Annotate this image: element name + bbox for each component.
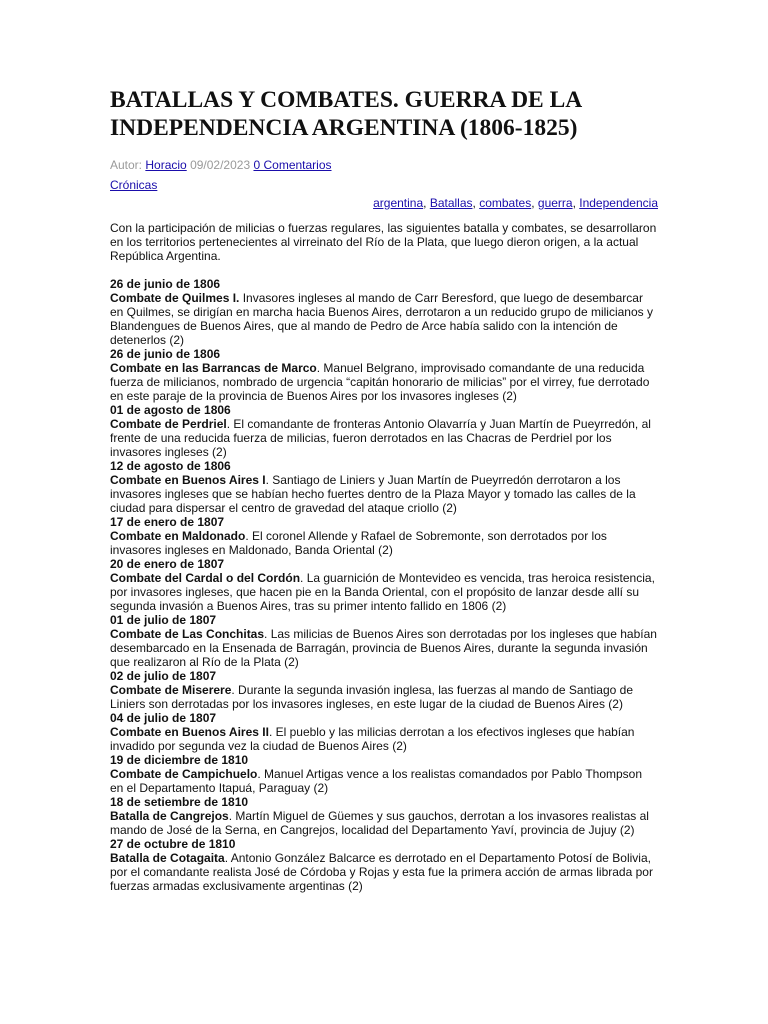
entry-date: 01 de agosto de 1806	[110, 403, 231, 417]
battle-entry	[110, 711, 658, 753]
entry-title: Batalla de Cotagaita	[110, 851, 225, 865]
battle-list	[110, 277, 658, 893]
battle-entry	[110, 669, 658, 711]
article-meta	[110, 158, 658, 173]
entry-text: . El coronel Allende y Rafael de Sobremonte, son derrotados por los invasores ingleses en Maldonado, Banda Oriental (2)	[110, 529, 607, 557]
battle-entry	[110, 837, 658, 893]
entry-body	[110, 851, 658, 893]
battle-entry	[110, 277, 658, 347]
entry-title: Combate de Las Conchitas	[110, 627, 265, 641]
entry-text: . El comandante de fronteras Antonio Olavarría y Juan Martín de Pueyrredón, al frente de una reducida fuerza de milicias, fueron derrotados en las Chacras de Perdriel por los invasores ingleses (2)	[110, 417, 651, 459]
entry-body	[110, 291, 658, 347]
tag-link[interactable]: Independencia	[579, 196, 658, 210]
entry-title: Combate en Buenos Aires I	[110, 473, 266, 487]
entry-title: Combate en Buenos Aires II	[110, 725, 269, 739]
battle-entry	[110, 753, 658, 795]
entry-body	[110, 725, 658, 753]
entry-date: 19 de diciembre de 1810	[110, 753, 249, 767]
category	[110, 178, 658, 193]
entry-text: . El pueblo y las milicias derrotan a los efectivos ingleses que habían invadido por segunda vez la ciudad de Buenos Aires (2)	[110, 725, 635, 753]
entry-title: Combate en Maldonado	[110, 529, 246, 543]
entry-body	[110, 683, 658, 711]
author-label: Autor:	[110, 158, 143, 172]
entry-title: Combate de Miserere	[110, 683, 232, 697]
tag-list	[110, 196, 658, 211]
tag-link[interactable]: Batallas	[429, 196, 473, 210]
entry-body	[110, 473, 658, 515]
entry-text: . Durante la segunda invasión inglesa, las fuerzas al mando de Santiago de Liniers son derrotadas por los invasores ingleses, en este lugar de la ciudad de Buenos Aires (2)	[110, 683, 633, 711]
entry-title: Combate del Cardal o del Cordón	[110, 571, 301, 585]
battle-entry	[110, 515, 658, 557]
entry-date: 04 de julio de 1807	[110, 711, 217, 725]
battle-entry	[110, 459, 658, 515]
entry-date: 18 de setiembre de 1810	[110, 795, 249, 809]
tag-link[interactable]: guerra	[537, 196, 573, 210]
entry-date: 12 de agosto de 1806	[110, 459, 231, 473]
entry-body	[110, 417, 658, 459]
battle-entry	[110, 795, 658, 837]
tag-separator: ,	[572, 196, 580, 210]
tag-separator: ,	[472, 196, 480, 210]
intro-paragraph: Con la participación de milicias o fuerzas regulares, las siguientes batalla y combates, se desarrollaron en los territorios pertenecientes al virreinato del Río de la Plata, que luego dieron origen, a la actual República Argentina.	[110, 221, 657, 263]
entry-text: . Santiago de Liniers y Juan Martín de Pueyrredón derrotaron a los invasores ingleses que se habían hecho fuertes dentro de la Plaza Mayor y tomado las calles de la ciudad para dispersar el centro de gravedad del ataque criollo (2)	[110, 473, 636, 515]
entry-body	[110, 361, 658, 403]
tag-separator: ,	[423, 196, 430, 210]
category-link[interactable]: Crónicas	[110, 178, 158, 192]
tag-link[interactable]: combates	[479, 196, 532, 210]
entry-date: 26 de junio de 1806	[110, 277, 221, 291]
battle-entry	[110, 557, 658, 613]
entry-text: . Las milicias de Buenos Aires son derrotadas por los ingleses que habían desembarcado en la Ensenada de Barragán, provincia de Buenos Aires, durante la segunda invasión que realizaron al Río de la Plata (2)	[110, 627, 657, 669]
post-date: 09/02/2023	[190, 158, 251, 172]
entry-title: Combate de Campichuelo	[110, 767, 258, 781]
entry-text: . Manuel Belgrano, improvisado comandante de una reducida fuerza de milicianos, nombrado de urgencia “capitán honorario de milicias” por el virrey, fue derrotado en este paraje de la provincia de Buenos Aires por los invasores ingleses (2)	[110, 361, 650, 403]
entry-body	[110, 809, 658, 837]
entry-date: 17 de enero de 1807	[110, 515, 225, 529]
entry-date: 26 de junio de 1806	[110, 347, 221, 361]
battle-entry	[110, 403, 658, 459]
entry-text: . La guarnición de Montevideo es vencida, tras heroica resistencia, por invasores ingleses, que hacen pie en la Banda Oriental, con el propósito de lanzar desde allí su segunda invasión a Buenos Aires, tras su primer intento fallido en 1806 (2)	[110, 571, 655, 613]
battle-entry	[110, 613, 658, 669]
entry-date: 27 de octubre de 1810	[110, 837, 236, 851]
entry-date: 01 de julio de 1807	[110, 613, 217, 627]
article-title: BATALLAS Y COMBATES. GUERRA DE LA INDEPENDENCIA ARGENTINA (1806-1825)	[110, 87, 581, 141]
entry-text: . Manuel Artigas vence a los realistas comandados por Pablo Thompson en el Departamento Itapuá, Paraguay (2)	[110, 767, 643, 795]
entry-date: 02 de julio de 1807	[110, 669, 217, 683]
entry-body	[110, 767, 658, 795]
entry-text: Invasores ingleses al mando de Carr Beresford, que luego de desembarcar en Quilmes, se dirigían en marcha hacia Buenos Aires, derrotaron a un reducido grupo de milicianos y Blandengues de Buenos Aires, que al mando de Pedro de Arce había salido con la intención de detenerlos (2)	[110, 291, 653, 347]
entry-text: . Martín Miguel de Güemes y sus gauchos, derrotan a los invasores realistas al mando de José de la Serna, en Cangrejos, localidad del Departamento Yaví, provincia de Jujuy (2)	[110, 809, 649, 837]
entry-title: Batalla de Cangrejos	[110, 809, 229, 823]
tag-separator: ,	[531, 196, 538, 210]
entry-title: Combate en las Barrancas de Marco	[110, 361, 317, 375]
entry-body	[110, 627, 658, 669]
entry-body	[110, 529, 658, 557]
author-link[interactable]: Horacio	[145, 158, 187, 172]
entry-date: 20 de enero de 1807	[110, 557, 225, 571]
entry-text: . Antonio González Balcarce es derrotado en el Departamento Potosí de Bolivia, por el comandante realista José de Córdoba y Rojas y esta fue la primera acción de armas librada por fuerzas armadas exclusivamente argentinas (2)	[110, 851, 653, 893]
comments-link[interactable]: 0 Comentarios	[253, 158, 332, 172]
battle-entry	[110, 347, 658, 403]
tag-link[interactable]: argentina	[373, 196, 424, 210]
entry-title: Combate de Perdriel	[110, 417, 227, 431]
entry-body	[110, 571, 658, 613]
article	[110, 86, 658, 893]
entry-title: Combate de Quilmes I.	[110, 291, 240, 305]
